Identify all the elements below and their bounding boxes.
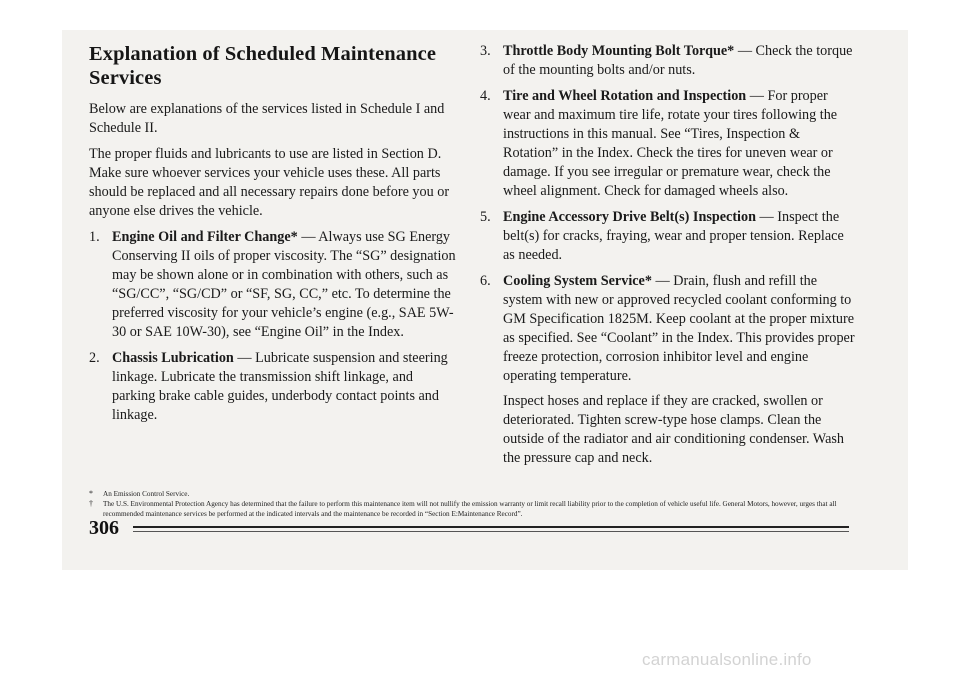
item-text: — Check the torque of the mounting bolts and/or nuts. — [503, 43, 853, 78]
service-item-3 — [480, 42, 855, 80]
item-title: Tire and Wheel Rotation and Inspection — [503, 88, 747, 104]
item-number: 6. — [480, 273, 491, 289]
item-title: Chassis Lubrication — [112, 350, 234, 366]
watermark-text: carmanualsonline.info — [642, 650, 812, 669]
item-text: — Always use SG Energy Conserving II oils of proper viscosity. The “SG” designation may be shown alone or in combination with others, such as “SG/CC”, “SG/CD” or “SF, SG, CC,” etc. To determine the preferred viscosity for your vehicle’s engine (e.g., SAE 5W-30 or SAE 10W-30), see “Engine Oil” in the Index. — [112, 229, 456, 340]
service-item-2 — [89, 349, 459, 425]
service-item-5 — [480, 208, 855, 265]
left-column — [89, 42, 459, 432]
footer-rule-thin — [133, 531, 849, 532]
item-number: 5. — [480, 209, 491, 225]
item-title: Engine Oil and Filter Change* — [112, 229, 298, 245]
footnote-text: An Emission Control Service. — [103, 490, 190, 498]
service-item-1 — [89, 228, 459, 342]
item-text: — Lubricate suspension and steering linkage. Lubricate the transmission shift linkage, and parking brake cable guides, underbody contact points and linkage. — [112, 350, 448, 423]
item-text: — For proper wear and maximum tire life, rotate your tires following the instructions in this manual. See “Tires, Inspection & Rotation” in the Index. Check the tires for uneven wear or damage. If you see irregular or premature wear, check the wheel alignment. Check for damaged wheels also. — [503, 88, 838, 199]
right-column — [480, 42, 855, 475]
item-text: — Inspect the belt(s) for cracks, fraying, wear and proper tension. Replace as needed. — [503, 209, 844, 263]
item-extra-paragraph: Inspect hoses and replace if they are cracked, swollen or deteriorated. Tighten screw-type hose clamps. Clean the outside of the radiator and air conditioning condenser. Wash the pressure cap and neck. — [503, 393, 844, 466]
footnote-mark: † — [89, 499, 93, 508]
intro-paragraph-1: Below are explanations of the services listed in Schedule I and Schedule II. — [89, 101, 445, 136]
footnote-mark: * — [89, 489, 93, 498]
footer-rule-thick — [133, 526, 849, 528]
item-text: — Drain, flush and refill the system with new or approved recycled coolant conforming to GM Specification 1825M. Keep coolant at the proper mixture as specified. See “Coolant” in the Index. This provides proper freeze protection, corrosion inhibitor level and engine operating temperature. — [503, 273, 855, 384]
item-number: 1. — [89, 229, 100, 245]
item-title: Throttle Body Mounting Bolt Torque* — [503, 43, 735, 59]
service-item-4 — [480, 87, 855, 201]
page-footer — [89, 495, 849, 555]
intro-paragraph-2: The proper fluids and lubricants to use are listed in Section D. Make sure whoever services your vehicle uses these. All parts should be replaced and all necessary repairs done before you or anyone else drives the vehicle. — [89, 146, 450, 219]
page-number: 306 — [89, 517, 119, 539]
service-item-6 — [480, 272, 855, 468]
item-title: Engine Accessory Drive Belt(s) Inspection — [503, 209, 756, 225]
footnote-text: The U.S. Environmental Protection Agency has determined that the failure to perform this maintenance item will not nullify the emission warranty or limit recall liability prior to the completion of vehicle useful life. General Motors, however, urges that all recommended maintenance services be performed at the indicated intervals and the maintenance be recorded in “Section E:Maintenance Record”. — [103, 500, 837, 518]
page-title: Explanation of Scheduled Maintenance Services — [89, 43, 437, 89]
item-number: 4. — [480, 88, 491, 104]
item-number: 2. — [89, 350, 100, 366]
item-number: 3. — [480, 43, 491, 59]
item-title: Cooling System Service* — [503, 273, 652, 289]
